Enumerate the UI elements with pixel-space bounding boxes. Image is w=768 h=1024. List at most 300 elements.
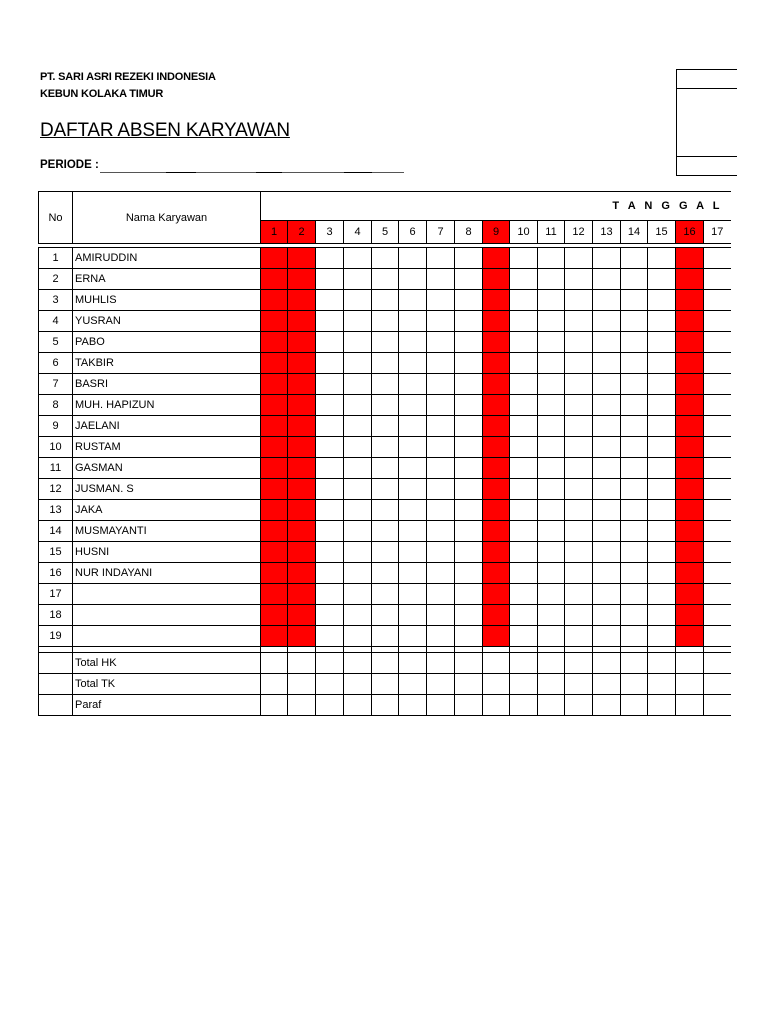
attendance-cell[interactable] [593,269,621,290]
attendance-cell[interactable] [510,563,538,584]
attendance-cell[interactable] [455,500,483,521]
attendance-cell[interactable] [344,416,372,437]
attendance-cell[interactable] [344,563,372,584]
summary-cell[interactable] [316,695,344,716]
attendance-cell[interactable] [704,416,731,437]
attendance-cell[interactable] [648,311,676,332]
summary-cell[interactable] [372,674,399,695]
attendance-cell[interactable] [593,248,621,269]
attendance-cell[interactable] [316,290,344,311]
attendance-cell[interactable] [621,521,648,542]
attendance-cell[interactable] [288,542,316,563]
attendance-cell[interactable] [261,584,288,605]
attendance-cell[interactable] [372,395,399,416]
attendance-cell[interactable] [648,374,676,395]
attendance-cell[interactable] [483,500,510,521]
attendance-cell[interactable] [538,374,565,395]
summary-cell[interactable] [316,653,344,674]
attendance-cell[interactable] [510,584,538,605]
attendance-cell[interactable] [427,311,455,332]
attendance-cell[interactable] [593,458,621,479]
attendance-cell[interactable] [565,626,593,647]
attendance-cell[interactable] [593,290,621,311]
attendance-cell[interactable] [372,458,399,479]
summary-cell[interactable] [676,695,704,716]
attendance-cell[interactable] [621,542,648,563]
attendance-cell[interactable] [455,521,483,542]
attendance-cell[interactable] [399,479,427,500]
attendance-cell[interactable] [648,500,676,521]
attendance-cell[interactable] [565,353,593,374]
attendance-cell[interactable] [288,269,316,290]
attendance-cell[interactable] [455,458,483,479]
attendance-cell[interactable] [372,290,399,311]
attendance-cell[interactable] [538,521,565,542]
attendance-cell[interactable] [316,479,344,500]
attendance-cell[interactable] [455,584,483,605]
attendance-cell[interactable] [704,248,731,269]
attendance-cell[interactable] [621,458,648,479]
attendance-cell[interactable] [399,353,427,374]
attendance-cell[interactable] [399,395,427,416]
attendance-cell[interactable] [344,374,372,395]
attendance-cell[interactable] [510,605,538,626]
attendance-cell[interactable] [621,437,648,458]
attendance-cell[interactable] [538,542,565,563]
attendance-cell[interactable] [510,290,538,311]
attendance-cell[interactable] [593,500,621,521]
summary-cell[interactable] [483,695,510,716]
summary-cell[interactable] [704,653,731,674]
attendance-cell[interactable] [538,626,565,647]
summary-cell[interactable] [399,653,427,674]
attendance-cell[interactable] [676,500,704,521]
attendance-cell[interactable] [427,416,455,437]
attendance-cell[interactable] [483,290,510,311]
attendance-cell[interactable] [648,479,676,500]
attendance-cell[interactable] [565,500,593,521]
attendance-cell[interactable] [261,311,288,332]
attendance-cell[interactable] [427,500,455,521]
attendance-cell[interactable] [344,290,372,311]
attendance-cell[interactable] [261,605,288,626]
attendance-cell[interactable] [565,395,593,416]
summary-cell[interactable] [621,674,648,695]
summary-cell[interactable] [538,695,565,716]
attendance-cell[interactable] [372,479,399,500]
attendance-cell[interactable] [538,584,565,605]
attendance-cell[interactable] [316,437,344,458]
attendance-cell[interactable] [316,605,344,626]
attendance-cell[interactable] [288,374,316,395]
attendance-cell[interactable] [621,563,648,584]
attendance-cell[interactable] [288,332,316,353]
attendance-cell[interactable] [427,332,455,353]
attendance-cell[interactable] [510,374,538,395]
attendance-cell[interactable] [427,353,455,374]
attendance-cell[interactable] [344,605,372,626]
attendance-cell[interactable] [399,626,427,647]
attendance-cell[interactable] [510,311,538,332]
attendance-cell[interactable] [510,542,538,563]
summary-cell[interactable] [261,653,288,674]
attendance-cell[interactable] [676,563,704,584]
attendance-cell[interactable] [316,332,344,353]
attendance-cell[interactable] [483,479,510,500]
attendance-cell[interactable] [288,395,316,416]
attendance-cell[interactable] [344,626,372,647]
attendance-cell[interactable] [344,311,372,332]
attendance-cell[interactable] [261,521,288,542]
attendance-cell[interactable] [593,416,621,437]
attendance-cell[interactable] [510,353,538,374]
attendance-cell[interactable] [565,563,593,584]
attendance-cell[interactable] [372,542,399,563]
attendance-cell[interactable] [261,248,288,269]
attendance-cell[interactable] [455,605,483,626]
attendance-cell[interactable] [288,416,316,437]
attendance-cell[interactable] [704,605,731,626]
attendance-cell[interactable] [483,584,510,605]
attendance-cell[interactable] [288,458,316,479]
attendance-cell[interactable] [261,374,288,395]
attendance-cell[interactable] [316,416,344,437]
attendance-cell[interactable] [593,542,621,563]
attendance-cell[interactable] [344,584,372,605]
attendance-cell[interactable] [288,584,316,605]
attendance-cell[interactable] [565,269,593,290]
attendance-cell[interactable] [399,290,427,311]
attendance-cell[interactable] [538,458,565,479]
attendance-cell[interactable] [344,332,372,353]
attendance-cell[interactable] [538,332,565,353]
attendance-cell[interactable] [621,248,648,269]
periode-field-line[interactable] [100,172,404,173]
attendance-cell[interactable] [704,290,731,311]
attendance-cell[interactable] [704,374,731,395]
attendance-cell[interactable] [455,479,483,500]
attendance-cell[interactable] [427,290,455,311]
summary-cell[interactable] [344,695,372,716]
summary-cell[interactable] [565,653,593,674]
attendance-cell[interactable] [455,290,483,311]
attendance-cell[interactable] [427,542,455,563]
attendance-cell[interactable] [510,500,538,521]
summary-cell[interactable] [538,653,565,674]
attendance-cell[interactable] [621,311,648,332]
attendance-cell[interactable] [538,416,565,437]
summary-cell[interactable] [593,653,621,674]
attendance-cell[interactable] [455,353,483,374]
attendance-cell[interactable] [316,563,344,584]
attendance-cell[interactable] [621,584,648,605]
attendance-cell[interactable] [510,626,538,647]
attendance-cell[interactable] [648,269,676,290]
attendance-cell[interactable] [483,269,510,290]
attendance-cell[interactable] [372,500,399,521]
summary-cell[interactable] [483,674,510,695]
attendance-cell[interactable] [648,437,676,458]
attendance-cell[interactable] [593,311,621,332]
attendance-cell[interactable] [621,269,648,290]
attendance-cell[interactable] [399,248,427,269]
attendance-cell[interactable] [538,311,565,332]
attendance-cell[interactable] [676,584,704,605]
attendance-cell[interactable] [704,563,731,584]
attendance-cell[interactable] [455,311,483,332]
summary-cell[interactable] [455,674,483,695]
attendance-cell[interactable] [261,290,288,311]
summary-cell[interactable] [593,695,621,716]
attendance-cell[interactable] [538,605,565,626]
attendance-cell[interactable] [344,479,372,500]
summary-cell[interactable] [510,674,538,695]
attendance-cell[interactable] [261,479,288,500]
attendance-cell[interactable] [538,437,565,458]
attendance-cell[interactable] [455,437,483,458]
attendance-cell[interactable] [538,269,565,290]
attendance-cell[interactable] [399,332,427,353]
attendance-cell[interactable] [565,542,593,563]
attendance-cell[interactable] [261,332,288,353]
attendance-cell[interactable] [621,290,648,311]
attendance-cell[interactable] [316,311,344,332]
attendance-cell[interactable] [676,437,704,458]
attendance-cell[interactable] [372,416,399,437]
attendance-cell[interactable] [510,416,538,437]
attendance-cell[interactable] [676,605,704,626]
attendance-cell[interactable] [427,269,455,290]
attendance-cell[interactable] [510,479,538,500]
attendance-cell[interactable] [704,269,731,290]
attendance-cell[interactable] [399,605,427,626]
attendance-cell[interactable] [344,269,372,290]
attendance-cell[interactable] [399,416,427,437]
attendance-cell[interactable] [704,521,731,542]
attendance-cell[interactable] [565,248,593,269]
attendance-cell[interactable] [593,374,621,395]
attendance-cell[interactable] [316,269,344,290]
attendance-cell[interactable] [399,374,427,395]
attendance-cell[interactable] [288,605,316,626]
summary-cell[interactable] [676,653,704,674]
attendance-cell[interactable] [316,584,344,605]
attendance-cell[interactable] [455,542,483,563]
attendance-cell[interactable] [676,248,704,269]
attendance-cell[interactable] [483,542,510,563]
summary-cell[interactable] [288,695,316,716]
attendance-cell[interactable] [621,626,648,647]
attendance-cell[interactable] [427,248,455,269]
attendance-cell[interactable] [483,332,510,353]
attendance-cell[interactable] [344,521,372,542]
summary-cell[interactable] [648,695,676,716]
attendance-cell[interactable] [372,437,399,458]
attendance-cell[interactable] [676,374,704,395]
attendance-cell[interactable] [676,626,704,647]
attendance-cell[interactable] [316,353,344,374]
attendance-cell[interactable] [455,626,483,647]
summary-cell[interactable] [372,695,399,716]
attendance-cell[interactable] [427,437,455,458]
attendance-cell[interactable] [316,395,344,416]
attendance-cell[interactable] [676,395,704,416]
attendance-cell[interactable] [704,584,731,605]
summary-cell[interactable] [344,674,372,695]
attendance-cell[interactable] [261,542,288,563]
attendance-cell[interactable] [288,353,316,374]
attendance-cell[interactable] [621,500,648,521]
attendance-cell[interactable] [427,626,455,647]
attendance-cell[interactable] [455,269,483,290]
attendance-cell[interactable] [427,605,455,626]
attendance-cell[interactable] [704,353,731,374]
attendance-cell[interactable] [676,311,704,332]
attendance-cell[interactable] [593,605,621,626]
attendance-cell[interactable] [593,563,621,584]
attendance-cell[interactable] [593,395,621,416]
attendance-cell[interactable] [399,437,427,458]
attendance-cell[interactable] [510,437,538,458]
attendance-cell[interactable] [483,374,510,395]
attendance-cell[interactable] [316,542,344,563]
attendance-cell[interactable] [483,248,510,269]
attendance-cell[interactable] [344,500,372,521]
attendance-cell[interactable] [288,626,316,647]
attendance-cell[interactable] [565,479,593,500]
attendance-cell[interactable] [483,395,510,416]
attendance-cell[interactable] [704,332,731,353]
attendance-cell[interactable] [648,353,676,374]
attendance-cell[interactable] [676,416,704,437]
attendance-cell[interactable] [593,353,621,374]
attendance-cell[interactable] [648,521,676,542]
attendance-cell[interactable] [538,500,565,521]
attendance-cell[interactable] [455,563,483,584]
attendance-cell[interactable] [316,521,344,542]
summary-cell[interactable] [621,695,648,716]
attendance-cell[interactable] [483,521,510,542]
summary-cell[interactable] [704,674,731,695]
attendance-cell[interactable] [593,437,621,458]
attendance-cell[interactable] [372,374,399,395]
attendance-cell[interactable] [427,584,455,605]
attendance-cell[interactable] [648,626,676,647]
attendance-cell[interactable] [261,563,288,584]
attendance-cell[interactable] [648,395,676,416]
attendance-cell[interactable] [372,248,399,269]
attendance-cell[interactable] [427,458,455,479]
attendance-cell[interactable] [565,290,593,311]
attendance-cell[interactable] [372,269,399,290]
attendance-cell[interactable] [427,374,455,395]
attendance-cell[interactable] [704,437,731,458]
attendance-cell[interactable] [676,290,704,311]
attendance-cell[interactable] [593,521,621,542]
attendance-cell[interactable] [648,563,676,584]
attendance-cell[interactable] [621,332,648,353]
attendance-cell[interactable] [510,521,538,542]
summary-cell[interactable] [538,674,565,695]
attendance-cell[interactable] [621,374,648,395]
attendance-cell[interactable] [316,374,344,395]
attendance-cell[interactable] [427,395,455,416]
attendance-cell[interactable] [455,416,483,437]
summary-cell[interactable] [510,653,538,674]
attendance-cell[interactable] [621,395,648,416]
attendance-cell[interactable] [704,626,731,647]
attendance-cell[interactable] [288,311,316,332]
attendance-cell[interactable] [510,248,538,269]
attendance-cell[interactable] [372,626,399,647]
attendance-cell[interactable] [565,605,593,626]
attendance-cell[interactable] [372,353,399,374]
attendance-cell[interactable] [399,542,427,563]
summary-cell[interactable] [427,695,455,716]
attendance-cell[interactable] [621,416,648,437]
attendance-cell[interactable] [538,479,565,500]
attendance-cell[interactable] [372,563,399,584]
attendance-cell[interactable] [399,269,427,290]
attendance-cell[interactable] [288,437,316,458]
attendance-cell[interactable] [565,374,593,395]
attendance-cell[interactable] [648,290,676,311]
attendance-cell[interactable] [344,458,372,479]
attendance-cell[interactable] [565,311,593,332]
summary-cell[interactable] [593,674,621,695]
attendance-cell[interactable] [261,395,288,416]
attendance-cell[interactable] [648,416,676,437]
attendance-cell[interactable] [565,584,593,605]
attendance-cell[interactable] [593,584,621,605]
attendance-cell[interactable] [399,500,427,521]
attendance-cell[interactable] [288,521,316,542]
summary-cell[interactable] [483,653,510,674]
attendance-cell[interactable] [565,416,593,437]
attendance-cell[interactable] [399,311,427,332]
attendance-cell[interactable] [344,353,372,374]
attendance-cell[interactable] [565,437,593,458]
attendance-cell[interactable] [593,332,621,353]
attendance-cell[interactable] [372,332,399,353]
summary-cell[interactable] [372,653,399,674]
attendance-cell[interactable] [648,332,676,353]
attendance-cell[interactable] [372,311,399,332]
attendance-cell[interactable] [399,563,427,584]
attendance-cell[interactable] [704,395,731,416]
attendance-cell[interactable] [316,626,344,647]
attendance-cell[interactable] [565,521,593,542]
attendance-cell[interactable] [538,563,565,584]
attendance-cell[interactable] [676,542,704,563]
attendance-cell[interactable] [704,542,731,563]
attendance-cell[interactable] [483,626,510,647]
summary-cell[interactable] [510,695,538,716]
attendance-cell[interactable] [510,332,538,353]
attendance-cell[interactable] [538,248,565,269]
attendance-cell[interactable] [621,605,648,626]
attendance-cell[interactable] [344,248,372,269]
attendance-cell[interactable] [676,353,704,374]
attendance-cell[interactable] [399,521,427,542]
attendance-cell[interactable] [316,458,344,479]
summary-cell[interactable] [316,674,344,695]
attendance-cell[interactable] [261,437,288,458]
summary-cell[interactable] [427,653,455,674]
summary-cell[interactable] [621,653,648,674]
attendance-cell[interactable] [510,269,538,290]
attendance-cell[interactable] [261,458,288,479]
